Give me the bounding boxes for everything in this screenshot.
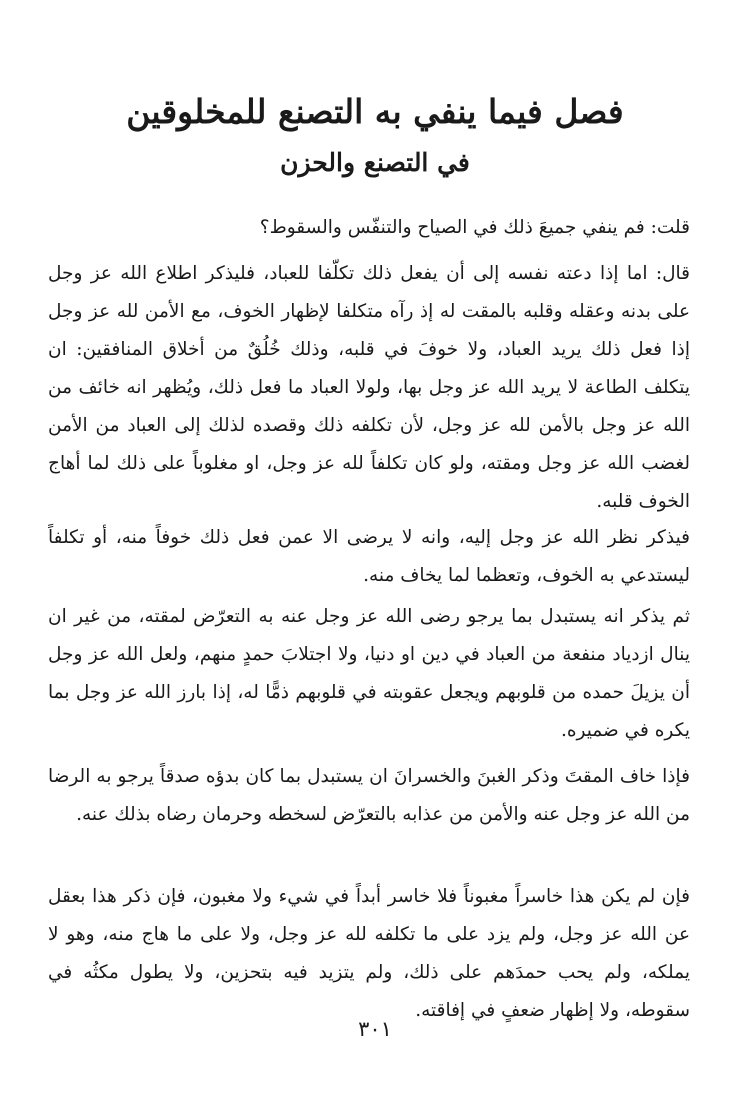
paragraph-question: قلت: فم ينفي جميعَ ذلك في الصياح والتنفّس والسقوط؟ [259, 217, 690, 238]
paragraph-remember-gaze: فيذكر نظر الله عز وجل إليه، وانه لا يرضى الا عمن فعل ذلك خوفاً منه، أو تكلفاً ليستدعي به الخوف، وتعظما لما يخاف منه. [48, 527, 690, 586]
page-number: ٣٠١ [358, 1017, 392, 1041]
chapter-title: فصل فيما ينفي به التصنع للمخلوقين [126, 92, 624, 131]
paragraph-answer: قال: اما إذا دعته نفسه إلى أن يفعل ذلك تكلّفا للعباد، فليذكر اطلاع الله عز وجل على بدنه وعقله وقلبه بالمقت له إذ رآه متكلفا لإظهار الخوف، مع الأمن لله عز وجل إذا فعل ذلك يريد العباد، ولا خوفَ في قلبه، وذلك خُلُقٌ من أخلاق المنافقين: ان يتكلف الطاعة لا يريد الله عز وجل بها، ولولا العباد ما فعل ذلك، ويُظهر انه خائف من الله عز وجل بالأمن لله عز وجل، لأن تكلفه ذلك وقصده لذلك إلى العباد من الأمن لغضب الله عز وجل ومقته، ولو كان تكلفاً لله عز وجل، او مغلوباً على ذلك لما أهاج الخوف قلبه. [48, 263, 690, 512]
paragraph-fear-loss: فإذا خاف المقتَ وذكر الغبنَ والخسرانَ ان يستبدل بما كان بدؤه صدقاً يرجو به الرضا من الله عز وجل عنه والأمن من عذابه بالتعرّض لسخطه وحرمان رضاه بذلك عنه. [48, 766, 690, 825]
paragraph-conclusion: فإن لم يكن هذا خاسراً مغبوناً فلا خاسر أبداً في شيء ولا مغبون، فإن ذكر هذا بعقل عن الله عز وجل، ولم يزد على ما تكلفه لله عز وجل، ولا على ما هاج منه، وهو لا يملكه، ولم يحب حمدَهم على ذلك، ولم يتزيد فيه بتحزين، ولا يطول مكثُه في سقوطه، ولا إظهار ضعفٍ في إفاقته. [48, 886, 690, 1021]
paragraph-exchange: ثم يذكر انه يستبدل بما يرجو رضى الله عز وجل عنه به التعرّض لمقته، من غير ان ينال ازدياد منفعة من العباد في دين او دنيا، ولا اجتلابَ حمدٍ منهم، ولعل الله عز وجل أن يزيلَ حمده من قلوبهم ويجعل عقوبته في قلوبهم ذمًّا له، إذا بارز الله عز وجل بما يكره في ضميره. [48, 606, 690, 741]
chapter-subtitle: في التصنع والحزن [280, 148, 470, 177]
